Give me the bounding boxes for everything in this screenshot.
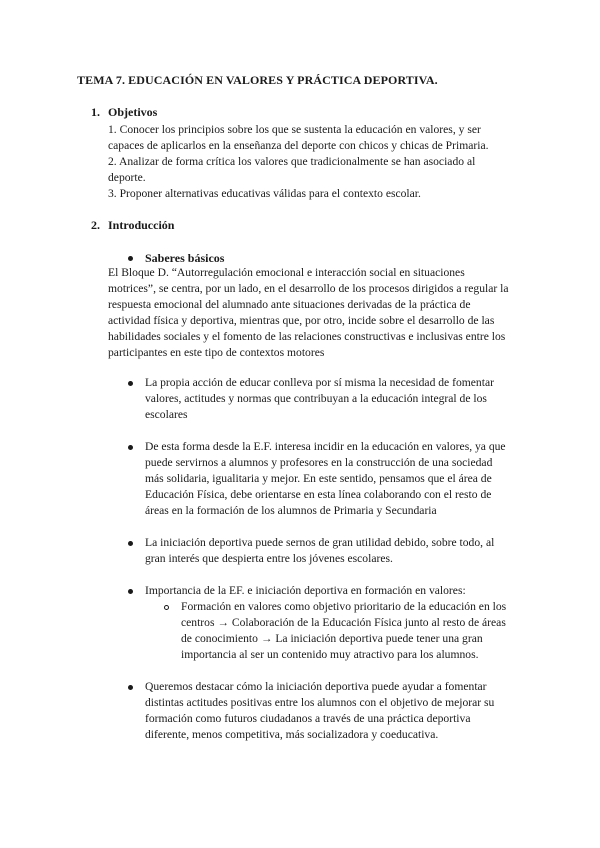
bullet-text xyxy=(145,583,466,599)
text-line: distintas actitudes positivas entre los alumnos con el objetivo de mejorar su xyxy=(145,696,495,709)
text-line: respuesta emocional del alumnado ante situaciones derivadas de la práctica de xyxy=(108,298,471,311)
text-line: Formación en valores como objetivo prioritario de la educación en los xyxy=(181,600,507,613)
text-line: capaces de aplicarlos en la enseñanza del deporte con chicos y chicas de Primaria. xyxy=(108,139,489,152)
section-number: 1. xyxy=(91,105,100,119)
bullet-text xyxy=(145,375,494,423)
text-line: formación como futuros ciudadanos a través de una práctica deportiva xyxy=(145,712,471,725)
text-line: Queremos destacar cómo la iniciación deportiva puede ayudar a fomentar xyxy=(145,680,487,693)
text-line: De esta forma desde la E.F. interesa incidir en la educación en valores, ya que xyxy=(145,440,506,453)
objetivos-text xyxy=(108,122,488,202)
circle-bullet-icon xyxy=(164,605,169,610)
text-line: centros → Colaboración de la Educación Física junto al resto de áreas xyxy=(181,616,506,629)
text-line: actividad física y deportiva, mientras que, por otro, incide sobre el desarrollo de las xyxy=(108,314,495,327)
text-line: Educación Física, debe orientarse en esta línea colaborando con el resto de xyxy=(145,488,492,501)
text-line: puede servirnos a alumnos y profesores en la construcción de una sociedad xyxy=(145,456,493,469)
text-line: de conocimiento → La iniciación deportiva puede tener una gran xyxy=(181,632,483,645)
section-number: 2. xyxy=(91,218,100,232)
text-line: gran interés que despierta entre los jóvenes escolares. xyxy=(145,552,393,565)
saberes-heading: Saberes básicos xyxy=(145,251,225,265)
bullet-icon xyxy=(128,589,133,594)
text-line: más solidaria, igualitaria y mejor. En este sentido, pensamos que el área de xyxy=(145,472,492,485)
text-line: 2. Analizar de forma crítica los valores que tradicionalmente se han asociado al xyxy=(108,155,476,168)
page-title: TEMA 7. EDUCACIÓN EN VALORES Y PRÁCTICA DEPORTIVA. xyxy=(77,73,438,87)
bullet-icon xyxy=(128,685,133,690)
bullet-icon xyxy=(128,381,133,386)
text-line: 3. Proponer alternativas educativas válidas para el contexto escolar. xyxy=(108,187,421,200)
text-line: La propia acción de educar conlleva por sí misma la necesidad de fomentar xyxy=(145,376,494,389)
bullet-text xyxy=(145,439,506,519)
text-line: participantes en este tipo de contextos motores xyxy=(108,346,325,359)
text-line: escolares xyxy=(145,408,188,421)
text-line: Importancia de la EF. e iniciación deportiva en formación en valores: xyxy=(145,584,466,597)
text-line: valores, actitudes y normas que contribuyan a la educación integral de los xyxy=(145,392,487,405)
text-line: diferente, menos competitiva, más socializadora y coeducativa. xyxy=(145,728,439,741)
text-line: habilidades sociales y el fomento de las relaciones constructivas e inclusivas entre los xyxy=(108,330,506,343)
section-title: Introducción xyxy=(108,218,175,232)
text-line: áreas en la formación de los alumnos de Primaria y Secundaria xyxy=(145,504,437,517)
bullet-text xyxy=(145,679,494,743)
text-line: importancia al ser un contenido muy atractivo para los alumnos. xyxy=(181,648,479,661)
text-line: La iniciación deportiva puede sernos de gran utilidad debido, sobre todo, al xyxy=(145,536,495,549)
text-line: motrices”, se centra, por un lado, en el desarrollo de los procesos dirigidos a regular la xyxy=(108,282,509,295)
bullet-text xyxy=(145,535,494,567)
bullet-icon xyxy=(128,541,133,546)
text-line: 1. Conocer los principios sobre los que se sustenta la educación en valores, y ser xyxy=(108,123,481,136)
bullet-icon xyxy=(128,256,133,261)
bullet-icon xyxy=(128,445,133,450)
saberes-paragraph xyxy=(108,265,509,361)
text-line: El Bloque D. “Autorregulación emocional e interacción social en situaciones xyxy=(108,266,465,279)
text-line: deporte. xyxy=(108,171,146,184)
sub-bullet-text xyxy=(181,599,506,663)
section-title: Objetivos xyxy=(108,105,158,119)
